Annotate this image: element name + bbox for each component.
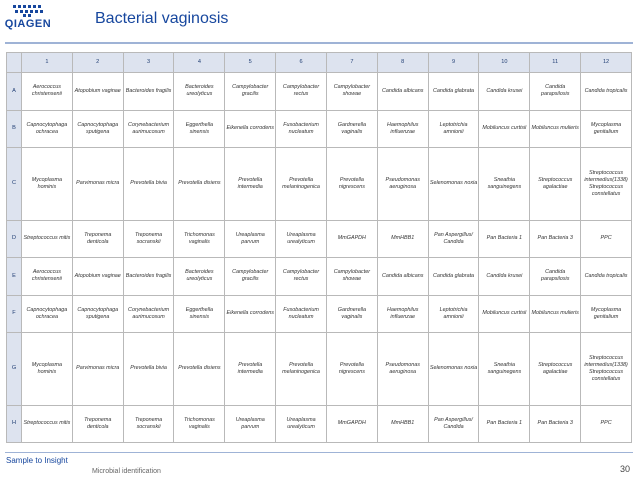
well-label: Candida krusei bbox=[486, 272, 523, 279]
well-cell bbox=[123, 258, 174, 296]
well-label: Campylobacter showae bbox=[333, 269, 371, 283]
well-label: Prevotella nigrescens bbox=[338, 361, 365, 375]
well-label: MmHBB1 bbox=[391, 420, 415, 427]
well-cell bbox=[72, 405, 123, 443]
column-header: 7 bbox=[326, 53, 377, 73]
well-label: Gardnerella vaginalis bbox=[337, 121, 366, 135]
well-cell bbox=[276, 258, 327, 296]
well-label: Capnocytophaga ochracea bbox=[26, 306, 68, 320]
well-cell bbox=[225, 220, 276, 258]
well-label: Eggerthella sinensis bbox=[185, 306, 214, 320]
well-label: Selenomonas noxia bbox=[429, 180, 478, 187]
well-label: Bacteroides fragilis bbox=[125, 272, 172, 279]
well-cell bbox=[22, 73, 73, 111]
well-label: Sneathia sanguinegens bbox=[487, 361, 522, 375]
well-cell bbox=[22, 295, 73, 333]
well-cell bbox=[377, 110, 428, 148]
well-cell bbox=[22, 148, 73, 221]
footer-tagline: Sample to Insight bbox=[6, 456, 68, 465]
column-header-row bbox=[7, 53, 632, 73]
table-row bbox=[7, 295, 632, 333]
column-header: 9 bbox=[428, 53, 479, 73]
well-cell bbox=[276, 295, 327, 333]
page-title: Bacterial vaginosis bbox=[95, 10, 229, 27]
column-header: 2 bbox=[72, 53, 123, 73]
well-label: Mycoplasma hominis bbox=[31, 361, 63, 375]
well-cell bbox=[377, 333, 428, 406]
well-label: Mobiluncus mulieris bbox=[531, 125, 579, 132]
column-header: 10 bbox=[479, 53, 530, 73]
well-cell bbox=[276, 148, 327, 221]
well-label: Candida albicans bbox=[382, 87, 424, 94]
column-header: 5 bbox=[225, 53, 276, 73]
well-cell bbox=[174, 148, 225, 221]
well-cell bbox=[225, 110, 276, 148]
well-label: Prevotella disiens bbox=[178, 180, 221, 187]
well-label: PPC bbox=[600, 235, 612, 242]
well-cell bbox=[428, 73, 479, 111]
well-label: Corynebacterium aurimucosum bbox=[128, 306, 170, 320]
logo-dots-icon bbox=[12, 4, 46, 18]
well-label: Mobiluncus mulieris bbox=[531, 310, 579, 317]
well-cell bbox=[428, 405, 479, 443]
well-label: Campylobacter rectus bbox=[282, 269, 320, 283]
plate-body bbox=[7, 73, 632, 443]
well-cell bbox=[479, 73, 530, 111]
well-cell bbox=[581, 220, 632, 258]
well-cell bbox=[225, 405, 276, 443]
well-cell bbox=[377, 405, 428, 443]
well-label: Pseudomonas aeruginosa bbox=[385, 176, 420, 190]
column-header: 1 bbox=[22, 53, 73, 73]
well-cell bbox=[72, 148, 123, 221]
well-label: Parvimonas micra bbox=[76, 365, 120, 372]
well-label: Pan Bacteria 1 bbox=[486, 420, 523, 427]
well-label: Treponema denticola bbox=[84, 416, 112, 430]
well-label: Campylobacter rectus bbox=[282, 84, 320, 98]
well-cell bbox=[581, 405, 632, 443]
well-label: MmGAPDH bbox=[337, 235, 366, 242]
well-label: Pan Aspergillus/ Candida bbox=[434, 416, 473, 430]
well-cell bbox=[123, 73, 174, 111]
well-cell bbox=[123, 295, 174, 333]
well-label: Candida parapsilosis bbox=[540, 84, 570, 98]
well-cell bbox=[377, 258, 428, 296]
well-label: Corynebacterium aurimucosum bbox=[128, 121, 170, 135]
well-cell bbox=[326, 148, 377, 221]
well-label: Capnocytophaga sputigena bbox=[77, 121, 119, 135]
well-label: Streptococcus mitis bbox=[23, 235, 71, 242]
well-cell bbox=[530, 148, 581, 221]
well-cell bbox=[530, 258, 581, 296]
well-label: Prevotella nigrescens bbox=[338, 176, 365, 190]
well-cell bbox=[479, 333, 530, 406]
table-row bbox=[7, 258, 632, 296]
well-cell bbox=[276, 110, 327, 148]
header-divider bbox=[5, 42, 633, 44]
well-label: Pan Bacteria 1 bbox=[486, 235, 523, 242]
well-label: Streptococcus agalactiae bbox=[538, 361, 573, 375]
well-label: Pan Bacteria 3 bbox=[537, 420, 573, 427]
well-label: Mobiluncus curtisii bbox=[482, 125, 527, 132]
well-cell bbox=[581, 333, 632, 406]
table-row bbox=[7, 333, 632, 406]
well-label: Candida albicans bbox=[382, 272, 424, 279]
well-cell bbox=[581, 73, 632, 111]
well-label: MmHBB1 bbox=[391, 235, 415, 242]
well-cell bbox=[530, 110, 581, 148]
well-label: PPC bbox=[600, 420, 612, 427]
well-cell bbox=[479, 220, 530, 258]
well-cell bbox=[276, 405, 327, 443]
table-row bbox=[7, 73, 632, 111]
well-cell bbox=[22, 258, 73, 296]
well-label: Atopobium vaginae bbox=[74, 272, 121, 279]
well-cell bbox=[530, 73, 581, 111]
well-cell bbox=[123, 220, 174, 258]
well-cell bbox=[123, 405, 174, 443]
well-cell bbox=[581, 148, 632, 221]
well-label: Bacteroides ureolyticus bbox=[185, 84, 214, 98]
well-label: Candida tropicalis bbox=[584, 272, 628, 279]
column-header: 11 bbox=[530, 53, 581, 73]
well-label: Eikenella corrodens bbox=[226, 310, 274, 317]
well-label: Ureaplasma parvum bbox=[235, 231, 265, 245]
well-cell bbox=[174, 110, 225, 148]
well-cell bbox=[326, 295, 377, 333]
well-label: Gardnerella vaginalis bbox=[337, 306, 366, 320]
table-row bbox=[7, 148, 632, 221]
well-label: Parvimonas micra bbox=[76, 180, 120, 187]
well-label: Leptotrichia amnionii bbox=[439, 306, 468, 320]
well-cell bbox=[377, 148, 428, 221]
well-label: Streptococcus agalactiae bbox=[538, 176, 573, 190]
plate-layout-table bbox=[6, 52, 632, 443]
well-label: Candida krusei bbox=[486, 87, 523, 94]
well-label: Treponema socranskii bbox=[134, 416, 163, 430]
well-cell bbox=[22, 220, 73, 258]
qiagen-logo bbox=[4, 4, 52, 34]
well-label: Prevotella bivia bbox=[130, 365, 167, 372]
row-label: B bbox=[7, 110, 22, 148]
well-cell bbox=[581, 295, 632, 333]
well-label: Candida tropicalis bbox=[584, 87, 628, 94]
well-cell bbox=[174, 295, 225, 333]
table-row bbox=[7, 110, 632, 148]
well-cell bbox=[479, 295, 530, 333]
well-label: Prevotella bivia bbox=[130, 180, 167, 187]
well-cell bbox=[22, 110, 73, 148]
well-label: Eikenella corrodens bbox=[226, 125, 274, 132]
well-label: Ureaplasma urealyticum bbox=[286, 231, 316, 245]
row-label: G bbox=[7, 333, 22, 406]
well-label: Fusobacterium nucleatum bbox=[283, 121, 319, 135]
footer-divider bbox=[5, 452, 633, 453]
well-label: Trichomonas vaginalis bbox=[184, 416, 215, 430]
well-label: Leptotrichia amnionii bbox=[439, 121, 468, 135]
well-label: Prevotella intermedia bbox=[237, 361, 263, 375]
well-label: Atopobium vaginae bbox=[74, 87, 121, 94]
well-label: Capnocytophaga sputigena bbox=[77, 306, 119, 320]
well-cell bbox=[530, 405, 581, 443]
well-cell bbox=[72, 258, 123, 296]
column-header: 3 bbox=[123, 53, 174, 73]
well-label: Trichomonas vaginalis bbox=[184, 231, 215, 245]
well-cell bbox=[72, 333, 123, 406]
well-cell bbox=[225, 295, 276, 333]
row-label: H bbox=[7, 405, 22, 443]
table-row bbox=[7, 405, 632, 443]
well-label: Aerococcus christensenii bbox=[31, 84, 62, 98]
well-label: Prevotella intermedia bbox=[237, 176, 263, 190]
well-cell bbox=[581, 110, 632, 148]
well-cell bbox=[428, 295, 479, 333]
well-cell bbox=[581, 258, 632, 296]
well-cell bbox=[174, 73, 225, 111]
well-label: MmGAPDH bbox=[337, 420, 366, 427]
footer-subtitle: Microbial identification bbox=[92, 468, 161, 475]
well-label: Campylobacter gracilis bbox=[232, 269, 269, 283]
well-cell bbox=[276, 333, 327, 406]
well-cell bbox=[479, 110, 530, 148]
well-cell bbox=[326, 73, 377, 111]
well-label: Mycoplasma genitalium bbox=[590, 121, 622, 135]
well-label: Bacteroides fragilis bbox=[125, 87, 172, 94]
well-cell bbox=[123, 333, 174, 406]
well-label: Candida parapsilosis bbox=[540, 269, 570, 283]
well-label: Sneathia sanguinegens bbox=[487, 176, 522, 190]
well-label: Aerococcus christensenii bbox=[31, 269, 62, 283]
well-label: Bacteroides ureolyticus bbox=[185, 269, 214, 283]
well-label: Ureaplasma parvum bbox=[235, 416, 265, 430]
well-label: Streptococcus intermedius(1338) Streptococcus constellatus bbox=[584, 169, 628, 197]
row-label: D bbox=[7, 220, 22, 258]
well-cell bbox=[225, 258, 276, 296]
well-cell bbox=[72, 295, 123, 333]
well-cell bbox=[326, 220, 377, 258]
column-header: 6 bbox=[276, 53, 327, 73]
well-label: Treponema denticola bbox=[84, 231, 112, 245]
well-label: Candida glabrata bbox=[433, 272, 475, 279]
well-cell bbox=[377, 295, 428, 333]
well-label: Haemophilus influenzae bbox=[386, 306, 419, 320]
well-cell bbox=[530, 220, 581, 258]
well-label: Eggerthella sinensis bbox=[185, 121, 214, 135]
well-cell bbox=[479, 148, 530, 221]
row-label: C bbox=[7, 148, 22, 221]
well-cell bbox=[428, 148, 479, 221]
well-cell bbox=[326, 258, 377, 296]
well-cell bbox=[428, 333, 479, 406]
row-label: A bbox=[7, 73, 22, 111]
well-label: Mycoplasma hominis bbox=[31, 176, 63, 190]
well-label: Pseudomonas aeruginosa bbox=[385, 361, 420, 375]
well-cell bbox=[479, 405, 530, 443]
corner-cell bbox=[7, 53, 22, 73]
row-label: F bbox=[7, 295, 22, 333]
well-cell bbox=[530, 295, 581, 333]
well-cell bbox=[72, 110, 123, 148]
well-label: Haemophilus influenzae bbox=[386, 121, 419, 135]
well-label: Campylobacter showae bbox=[333, 84, 371, 98]
well-label: Prevotella disiens bbox=[178, 365, 221, 372]
well-label: Streptococcus intermedius(1338) Streptococcus constellatus bbox=[584, 354, 628, 382]
well-cell bbox=[174, 333, 225, 406]
row-label: E bbox=[7, 258, 22, 296]
well-cell bbox=[22, 405, 73, 443]
table-row bbox=[7, 220, 632, 258]
logo-text: QIAGEN bbox=[4, 18, 52, 30]
well-label: Treponema socranskii bbox=[134, 231, 163, 245]
column-header: 12 bbox=[581, 53, 632, 73]
well-cell bbox=[276, 220, 327, 258]
well-label: Prevotella melaninogenica bbox=[282, 361, 320, 375]
well-label: Pan Bacteria 3 bbox=[537, 235, 573, 242]
well-cell bbox=[174, 220, 225, 258]
well-label: Pan Aspergillus/ Candida bbox=[434, 231, 473, 245]
column-header: 8 bbox=[377, 53, 428, 73]
well-label: Candida glabrata bbox=[433, 87, 475, 94]
well-cell bbox=[22, 333, 73, 406]
well-label: Mobiluncus curtisii bbox=[482, 310, 527, 317]
well-label: Prevotella melaninogenica bbox=[282, 176, 320, 190]
well-cell bbox=[225, 333, 276, 406]
well-cell bbox=[530, 333, 581, 406]
well-cell bbox=[123, 148, 174, 221]
well-cell bbox=[479, 258, 530, 296]
well-cell bbox=[428, 258, 479, 296]
well-label: Fusobacterium nucleatum bbox=[283, 306, 319, 320]
well-cell bbox=[123, 110, 174, 148]
well-cell bbox=[174, 258, 225, 296]
well-label: Capnocytophaga ochracea bbox=[26, 121, 68, 135]
well-label: Selenomonas noxia bbox=[429, 365, 478, 372]
well-label: Mycoplasma genitalium bbox=[590, 306, 622, 320]
well-label: Streptococcus mitis bbox=[23, 420, 71, 427]
well-cell bbox=[225, 148, 276, 221]
page-number: 30 bbox=[619, 464, 630, 474]
well-cell bbox=[326, 333, 377, 406]
well-label: Campylobacter gracilis bbox=[232, 84, 269, 98]
well-cell bbox=[326, 110, 377, 148]
column-header: 4 bbox=[174, 53, 225, 73]
well-cell bbox=[428, 220, 479, 258]
well-cell bbox=[377, 73, 428, 111]
well-cell bbox=[276, 73, 327, 111]
well-cell bbox=[377, 220, 428, 258]
well-cell bbox=[72, 73, 123, 111]
well-cell bbox=[326, 405, 377, 443]
well-label: Ureaplasma urealyticum bbox=[286, 416, 316, 430]
well-cell bbox=[428, 110, 479, 148]
well-cell bbox=[72, 220, 123, 258]
well-cell bbox=[225, 73, 276, 111]
well-cell bbox=[174, 405, 225, 443]
